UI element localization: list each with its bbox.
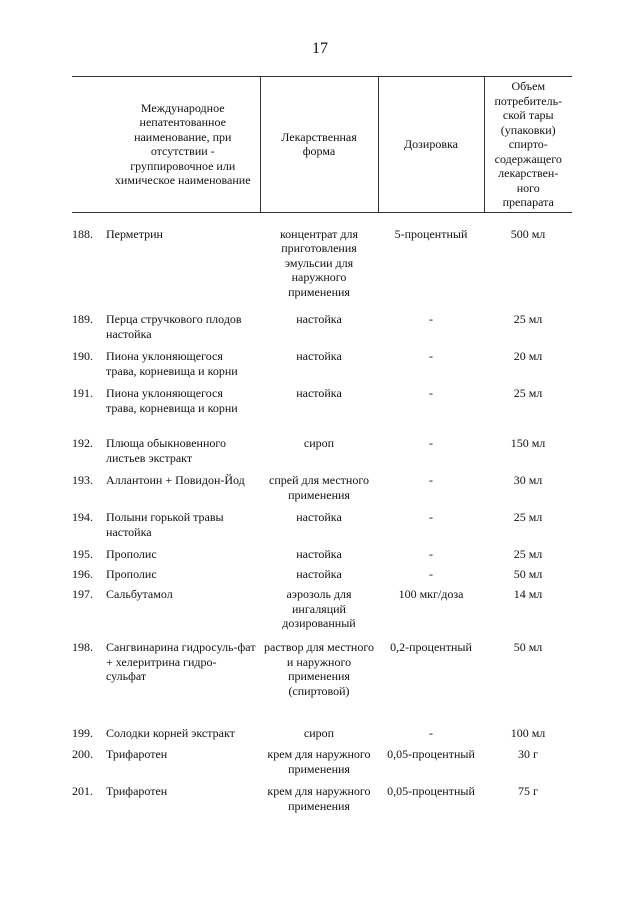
dosage-form: аэрозоль для ингаляций дозированный bbox=[282, 587, 356, 630]
dosage: 0,05-процентный bbox=[387, 784, 475, 798]
row-number-and-name bbox=[72, 640, 260, 726]
row-number: 193. bbox=[72, 473, 93, 487]
row-number-and-name bbox=[72, 349, 260, 386]
row-number: 200. bbox=[72, 747, 93, 761]
page-number: 17 bbox=[312, 40, 328, 57]
row-number-and-name bbox=[72, 726, 260, 747]
table-row bbox=[72, 212, 572, 312]
row-number: 199. bbox=[72, 726, 93, 740]
dosage: - bbox=[429, 473, 433, 487]
row-number: 190. bbox=[72, 349, 93, 363]
package-volume: 50 мл bbox=[513, 640, 543, 654]
drug-name: Плюща обыкновенного листьев экстракт bbox=[106, 436, 226, 465]
row-number: 201. bbox=[72, 784, 93, 798]
package-volume: 30 мл bbox=[513, 473, 543, 487]
row-number: 198. bbox=[72, 640, 93, 654]
package-volume: 50 мл bbox=[513, 567, 543, 581]
row-number-and-name bbox=[72, 547, 260, 567]
row-number-and-name bbox=[72, 386, 260, 436]
dosage: 0,2-процентный bbox=[390, 640, 472, 654]
row-number: 191. bbox=[72, 386, 93, 400]
dosage-form: концентрат для приготовления эмульсии для наружного применения bbox=[279, 226, 359, 299]
dosage-form: настойка bbox=[296, 510, 342, 524]
row-number: 197. bbox=[72, 587, 93, 601]
row-number: 196. bbox=[72, 567, 93, 581]
dosage: - bbox=[429, 436, 433, 450]
drug-name: Прополис bbox=[106, 567, 157, 581]
package-volume: 75 г bbox=[518, 784, 538, 798]
table-row bbox=[72, 436, 572, 473]
drug-name: Прополис bbox=[106, 547, 157, 561]
row-number: 192. bbox=[72, 436, 93, 450]
drug-name: Пиона уклоняющегося трава, корневища и корни bbox=[106, 349, 238, 378]
dosage-form: настойка bbox=[296, 567, 342, 581]
package-volume: 25 мл bbox=[513, 386, 543, 400]
dosage: - bbox=[429, 349, 433, 363]
table-row bbox=[72, 726, 572, 747]
dosage: 0,05-процентный bbox=[387, 747, 475, 761]
drug-name: Солодки корней экстракт bbox=[106, 726, 235, 740]
package-volume: 500 мл bbox=[510, 226, 546, 241]
package-volume: 100 мл bbox=[510, 726, 546, 740]
table-row bbox=[72, 473, 572, 510]
header-volume: Объем потребитель-ской тары (упаковки) спирто-содержащего лекарствен-ного препарата bbox=[484, 77, 572, 213]
row-number-and-name bbox=[72, 510, 260, 547]
dosage-form: настойка bbox=[296, 312, 342, 326]
drug-name: Аллантоин + Повидон-Йод bbox=[106, 473, 245, 487]
drug-name: Сальбутамол bbox=[106, 587, 173, 601]
dosage-form: сироп bbox=[303, 726, 335, 740]
dosage-form: крем для наружного применения bbox=[267, 747, 371, 776]
dosage: - bbox=[429, 386, 433, 400]
drug-name: Перца стручкового плодов настойка bbox=[106, 312, 242, 341]
dosage-form: настойка bbox=[296, 349, 342, 363]
table-row bbox=[72, 640, 572, 726]
package-volume: 150 мл bbox=[510, 436, 546, 450]
row-number-and-name bbox=[72, 312, 260, 349]
row-number: 188. bbox=[72, 226, 93, 241]
package-volume: 25 мл bbox=[513, 547, 543, 561]
dosage: - bbox=[429, 312, 433, 326]
table-row bbox=[72, 312, 572, 349]
dosage: 5-процентный bbox=[394, 226, 468, 241]
table-row bbox=[72, 747, 572, 784]
package-volume: 14 мл bbox=[513, 587, 543, 601]
drug-name: Пиона уклоняющегося трава, корневища и корни bbox=[106, 386, 238, 415]
dosage: 100 мкг/доза bbox=[398, 587, 464, 601]
row-number-and-name bbox=[72, 212, 260, 312]
drug-table bbox=[72, 76, 572, 821]
package-volume: 25 мл bbox=[513, 510, 543, 524]
dosage: - bbox=[429, 510, 433, 524]
dosage-form: сироп bbox=[303, 436, 335, 450]
row-number: 194. bbox=[72, 510, 93, 524]
table-row bbox=[72, 349, 572, 386]
table-header-row bbox=[72, 77, 572, 213]
row-number-and-name bbox=[72, 473, 260, 510]
row-number-and-name bbox=[72, 784, 260, 821]
table-row bbox=[72, 547, 572, 567]
drug-name: Полыни горькой травы настойка bbox=[106, 510, 224, 539]
dosage: - bbox=[429, 547, 433, 561]
dosage-form: настойка bbox=[296, 547, 342, 561]
row-number: 195. bbox=[72, 547, 93, 561]
row-number-and-name bbox=[72, 436, 260, 473]
row-number-and-name bbox=[72, 747, 260, 784]
row-number: 189. bbox=[72, 312, 93, 326]
dosage: - bbox=[429, 726, 433, 740]
dosage-form: спрей для местного применения bbox=[269, 473, 369, 502]
drug-name: Сангвинарина гидросуль-фат + хелеритрина гидро-сульфат bbox=[106, 640, 256, 683]
table-row bbox=[72, 386, 572, 436]
dosage-form: крем для наружного применения bbox=[267, 784, 371, 813]
dosage: - bbox=[429, 567, 433, 581]
dosage-form: раствор для местного и наружного применения (спиртовой) bbox=[264, 640, 374, 698]
header-name: Международное непатентованное наименование, при отсутствии - группировочное или химическое наименование bbox=[72, 77, 260, 213]
drug-name: Перметрин bbox=[106, 226, 163, 241]
table-row bbox=[72, 784, 572, 821]
package-volume: 30 г bbox=[518, 747, 538, 761]
table-row bbox=[72, 510, 572, 547]
drug-name: Трифаротен bbox=[106, 784, 168, 798]
header-form: Лекарственная форма bbox=[260, 77, 378, 213]
row-number-and-name bbox=[72, 567, 260, 587]
table-body bbox=[72, 212, 572, 821]
table-row bbox=[72, 567, 572, 587]
dosage-form: настойка bbox=[296, 386, 342, 400]
package-volume: 25 мл bbox=[513, 312, 543, 326]
row-number-and-name bbox=[72, 587, 260, 640]
header-dose: Дозировка bbox=[378, 77, 484, 213]
package-volume: 20 мл bbox=[513, 349, 543, 363]
table-row bbox=[72, 587, 572, 640]
drug-name: Трифаротен bbox=[106, 747, 168, 761]
